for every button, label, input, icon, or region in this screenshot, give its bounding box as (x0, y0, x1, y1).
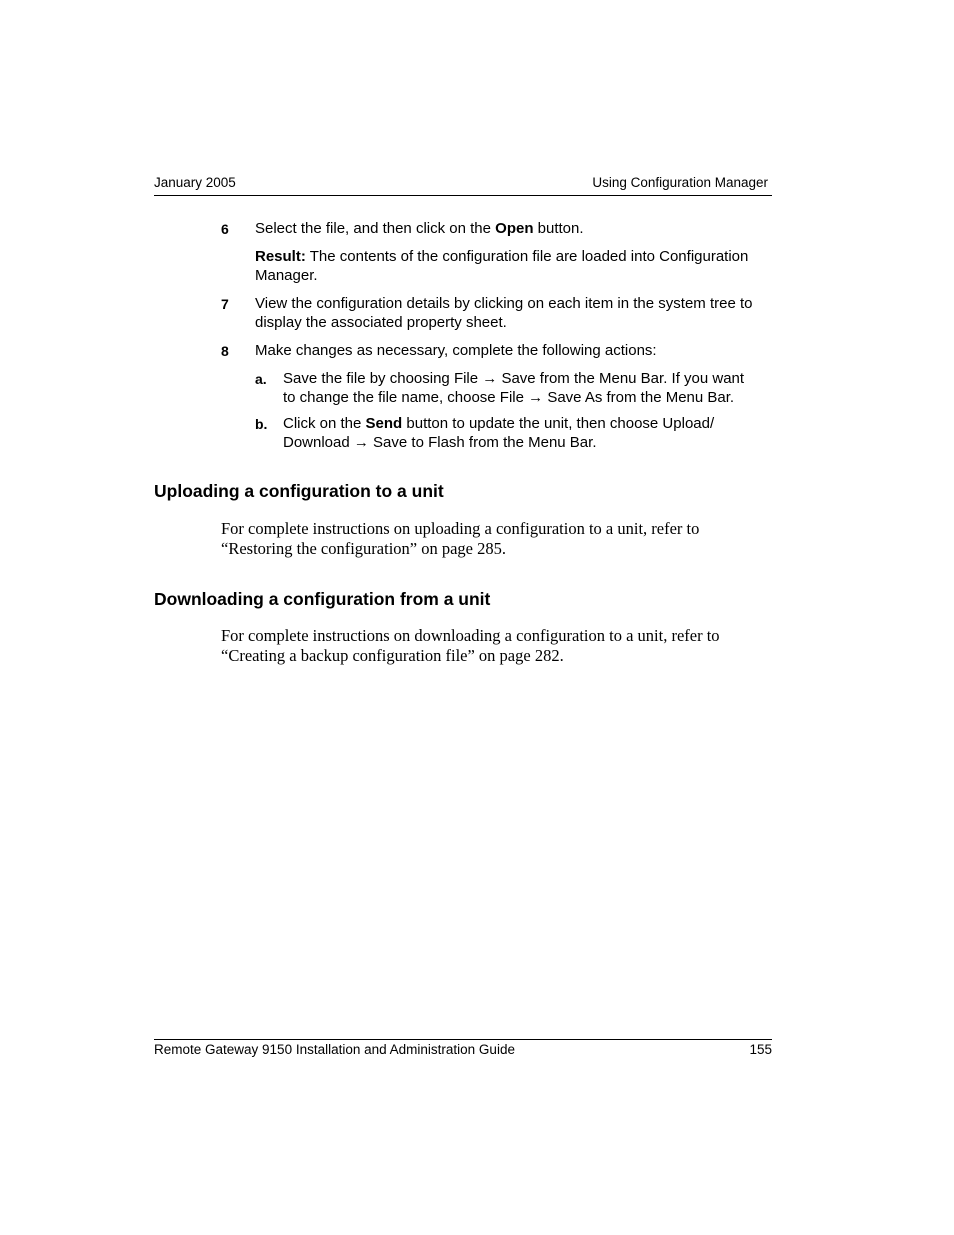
footer-page-number: 155 (749, 1042, 772, 1057)
step-7-text (255, 294, 752, 332)
result-text-line2: Manager. (255, 267, 318, 284)
step-6-number: 6 (221, 221, 229, 237)
step-6-result (255, 247, 748, 285)
section-body-uploading (221, 519, 699, 559)
section-heading-downloading: Downloading a configuration from a unit (154, 589, 491, 609)
step-8-number: 8 (221, 343, 229, 359)
substep-a-text (283, 369, 744, 407)
header-chapter-title: Using Configuration Manager (592, 175, 768, 190)
step-8-text: Make changes as necessary, complete the following actions: (255, 342, 657, 359)
header-rule (154, 195, 772, 196)
substep-b-pre: Click on the (283, 415, 366, 432)
footer-rule (154, 1039, 772, 1040)
step-6-text-post: button. (533, 220, 584, 237)
substep-b-label: b. (255, 416, 268, 432)
substep-a-line2: to change the file name, choose File → Save As from the Menu Bar. (283, 389, 735, 406)
uploading-line2-cross-reference: “Restoring the configuration” on page 285. (221, 539, 507, 558)
open-button-reference: Open (495, 220, 534, 237)
send-button-reference: Send (365, 415, 403, 432)
substep-a-line1: Save the file by choosing File → Save from the Menu Bar. If you want (283, 370, 745, 387)
footer-guide-title: Remote Gateway 9150 Installation and Administration Guide (154, 1042, 515, 1057)
step-7-line2: display the associated property sheet. (255, 314, 507, 331)
step-7-line1: View the configuration details by clicking on each item in the system tree to (255, 295, 753, 312)
header-date: January 2005 (154, 175, 236, 190)
result-text-line1: The contents of the configuration file are loaded into Configuration (305, 248, 749, 265)
substep-b-line2: Download → Save to Flash from the Menu Bar. (283, 434, 597, 451)
section-body-downloading (221, 626, 720, 666)
section-heading-uploading: Uploading a configuration to a unit (154, 481, 444, 501)
step-6-text-pre: Select the file, and then click on the (255, 220, 496, 237)
substep-b-text (283, 414, 714, 452)
step-6-text (255, 219, 584, 238)
substep-a-label: a. (255, 371, 267, 387)
step-7-number: 7 (221, 296, 229, 312)
downloading-line2-cross-reference: “Creating a backup configuration file” on page 282. (221, 646, 564, 665)
downloading-line1: For complete instructions on downloading a configuration to a unit, refer to (221, 626, 720, 645)
result-label: Result: (255, 248, 306, 265)
uploading-line1: For complete instructions on uploading a configuration to a unit, refer to (221, 519, 700, 538)
substep-b-post: button to update the unit, then choose Upload/ (402, 415, 715, 432)
